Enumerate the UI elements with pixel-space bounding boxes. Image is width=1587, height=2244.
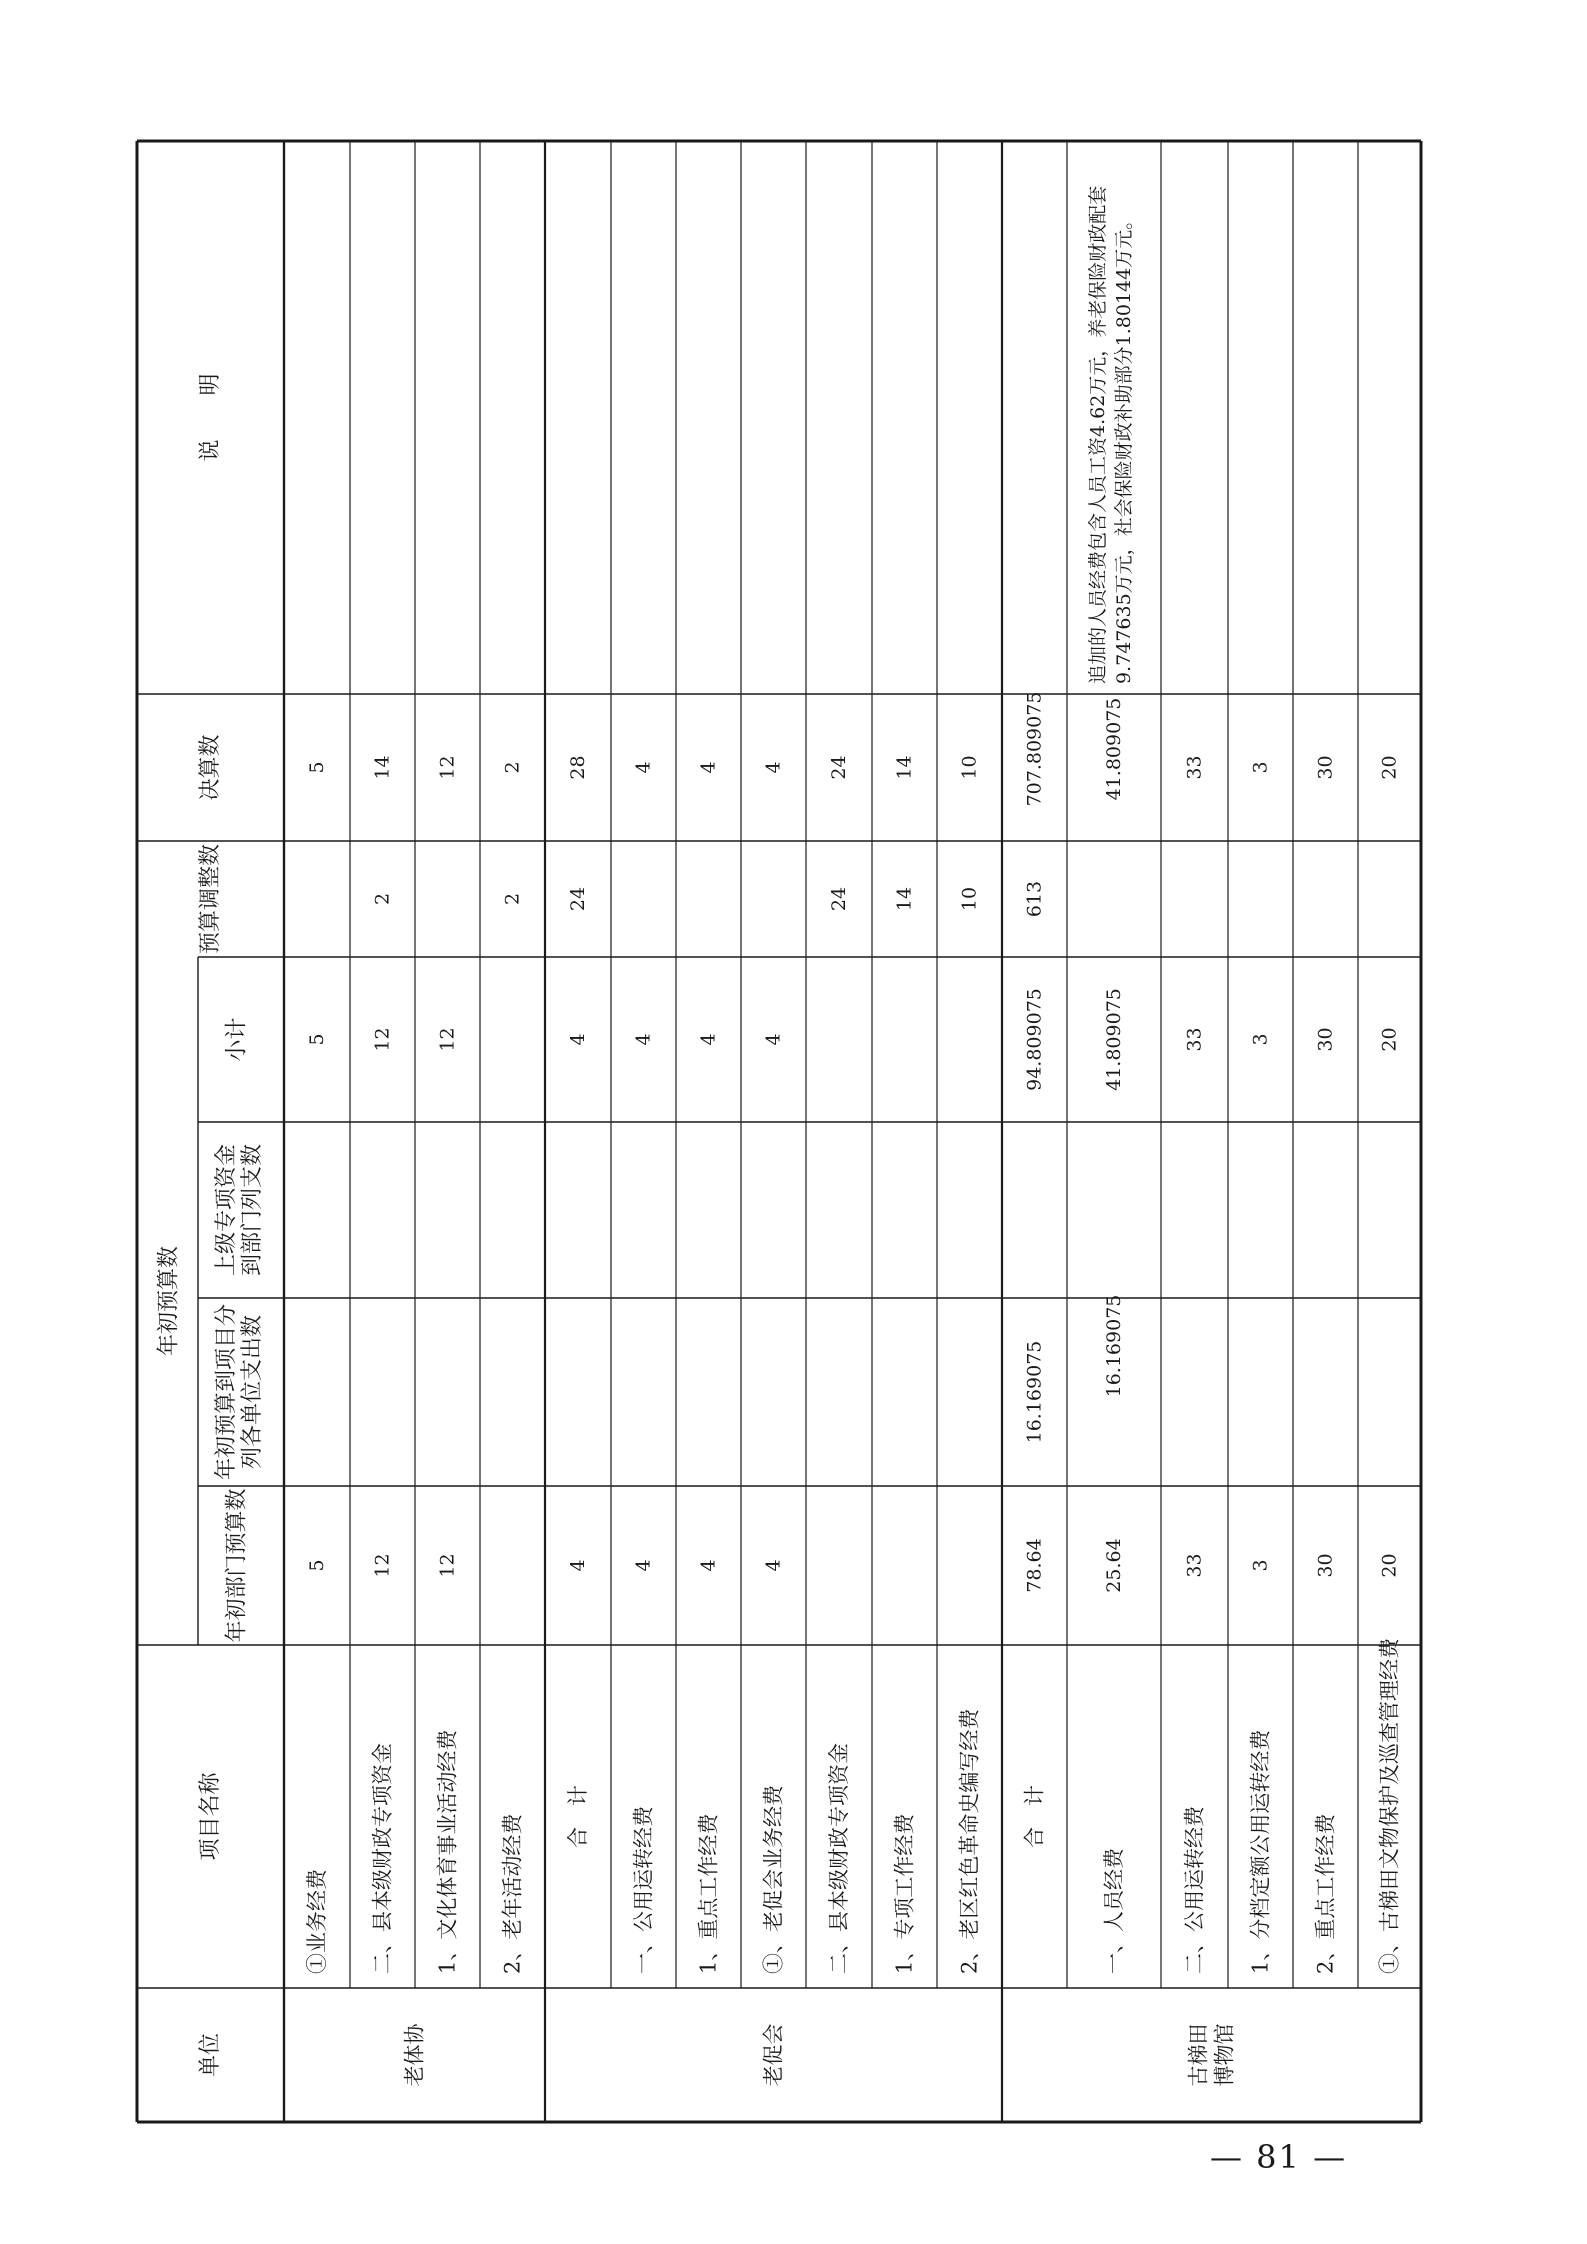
table-row-project: 1、专项工作经费 xyxy=(892,1813,917,1974)
table-cell-final: 4 xyxy=(697,761,720,774)
table-cell-subtotal: 5 xyxy=(306,1033,328,1046)
table-cell-subtotal: 4 xyxy=(697,1033,720,1046)
table-row-project: 一、人员经费 xyxy=(1102,1848,1126,1974)
table-row-project: 2、老年活动经费 xyxy=(500,1813,525,1974)
table-cell-subtotal: 4 xyxy=(567,1033,589,1046)
table-row-project: 1、分档定额公用运转经费 xyxy=(1248,1729,1273,1974)
table-cell-final: 28 xyxy=(567,755,589,780)
table-cell-dept-initial: 78.64 xyxy=(1023,1538,1046,1593)
header-initial-group: 年初预算数 xyxy=(156,1245,182,1357)
table-cell-subtotal: 12 xyxy=(436,1027,459,1052)
table-row-project: 二、公用运转经费 xyxy=(1182,1806,1207,1974)
table-cell-final: 41.809075 xyxy=(1103,697,1125,801)
table-cell-adjust: 24 xyxy=(567,886,589,912)
table-cell-subtotal: 4 xyxy=(632,1033,655,1046)
table-cell-final: 10 xyxy=(958,755,981,780)
table-row-project: 二、县本级财政专项资金 xyxy=(827,1743,851,1974)
table-cell-dept-initial: 4 xyxy=(697,1559,720,1572)
table-row-project: 合 计 xyxy=(566,1785,590,1848)
header-project: 项目名称 xyxy=(198,1772,223,1861)
table-cell-dept-initial: 4 xyxy=(762,1559,785,1572)
table-cell-subtotal: 30 xyxy=(1314,1027,1337,1052)
table-cell-subtotal: 20 xyxy=(1378,1027,1401,1052)
table-cell-final: 2 xyxy=(501,761,524,774)
table-cell-dept-initial: 12 xyxy=(436,1553,459,1578)
table-cell-final: 20 xyxy=(1378,755,1401,780)
table-cell-subtotal: 33 xyxy=(1183,1027,1206,1052)
table-cell-final: 5 xyxy=(306,761,328,774)
header-final: 决算数 xyxy=(198,734,223,801)
table-cell-dept-initial: 4 xyxy=(632,1559,655,1572)
page-number: — 81 — xyxy=(1210,2138,1348,2176)
table-cell-adjust: 10 xyxy=(958,886,981,912)
header-note: 说 明 xyxy=(198,373,223,462)
table-cell-dept-initial: 20 xyxy=(1378,1553,1401,1578)
header-superior-funds: 上级专项资金到部门列支数 xyxy=(214,1143,265,1277)
table-cell-final: 4 xyxy=(632,761,655,774)
table-row-project: ①、古梯田文物保护及巡查管理经费 xyxy=(1377,1638,1402,1974)
table-cell-final: 30 xyxy=(1314,755,1337,780)
table-row-project: 2、重点工作经费 xyxy=(1313,1813,1338,1974)
table-cell-final: 4 xyxy=(762,761,785,774)
table-cell-final: 12 xyxy=(436,755,459,780)
header-subtotal: 小计 xyxy=(224,1017,250,1062)
table-cell-dept-initial: 33 xyxy=(1183,1553,1206,1578)
table-cell-adjust: 2 xyxy=(501,892,524,906)
table-cell-subtotal: 4 xyxy=(762,1033,785,1046)
table-cell-dept-initial: 4 xyxy=(567,1559,589,1572)
table-cell-adjust: 14 xyxy=(893,886,916,912)
table-cell-subtotal: 41.809075 xyxy=(1103,988,1125,1091)
header-unit: 单位 xyxy=(198,2032,223,2078)
table-cell-subtotal: 3 xyxy=(1249,1033,1272,1046)
table-row-project: 1、文化体育事业活动经费 xyxy=(435,1729,460,1974)
table-row-project: 合 计 xyxy=(1022,1785,1047,1848)
table-row-project: 2、老区红色革命史编写经费 xyxy=(957,1708,982,1974)
table-cell-final: 33 xyxy=(1183,755,1206,780)
table-row-project: 一、公用运转经费 xyxy=(631,1806,656,1974)
unit-group-label: 老促会 xyxy=(761,2023,786,2087)
table-cell-final: 707.809075 xyxy=(1023,691,1046,807)
table-cell-dept-initial: 3 xyxy=(1249,1559,1272,1572)
unit-group-label: 古梯田博物馆 xyxy=(1186,2023,1237,2087)
table-text xyxy=(157,186,1402,2087)
table-cell-final: 3 xyxy=(1249,761,1272,774)
table-cell-adjust: 2 xyxy=(371,892,394,906)
table-row-project: 二、县本级财政专项资金 xyxy=(370,1743,395,1974)
table-cell-dept-initial: 25.64 xyxy=(1103,1538,1125,1593)
table-cell-subtotal: 12 xyxy=(371,1027,394,1052)
header-adjust: 预算调整数 xyxy=(198,843,223,955)
header-dept-alloc: 年初预算到项目分列各单位支出数 xyxy=(214,1303,265,1481)
table-cell-dept-alloc: 16.169075 xyxy=(1103,1294,1125,1398)
table-cell-final: 24 xyxy=(828,755,850,780)
table-cell-note: 追加的人员经费包含人员工资4.62万元，养老保险财政配套 9.747635万元，社会保险财政补助部分1.80144万元。 xyxy=(1087,185,1135,684)
table-cell-dept-initial: 30 xyxy=(1314,1553,1337,1578)
table-cell-final: 14 xyxy=(371,755,394,780)
table-cell-dept-initial: 12 xyxy=(371,1553,394,1578)
table-cell-subtotal: 94.809075 xyxy=(1023,988,1046,1091)
table-row-project: ①业务经费 xyxy=(305,1869,329,1974)
table-cell-dept-initial: 5 xyxy=(306,1559,328,1572)
table-cell-final: 14 xyxy=(893,755,916,780)
table-cell-adjust: 24 xyxy=(828,886,850,912)
table-row-project: 1、重点工作经费 xyxy=(696,1813,721,1974)
header-dept-initial: 年初部门预算数 xyxy=(224,1488,250,1643)
table-cell-dept-alloc: 16.169075 xyxy=(1023,1340,1046,1444)
unit-group-label: 老体协 xyxy=(402,2023,427,2087)
table-cell-adjust: 613 xyxy=(1023,880,1046,918)
table-row-project: ①、老促会业务经费 xyxy=(761,1785,786,1974)
